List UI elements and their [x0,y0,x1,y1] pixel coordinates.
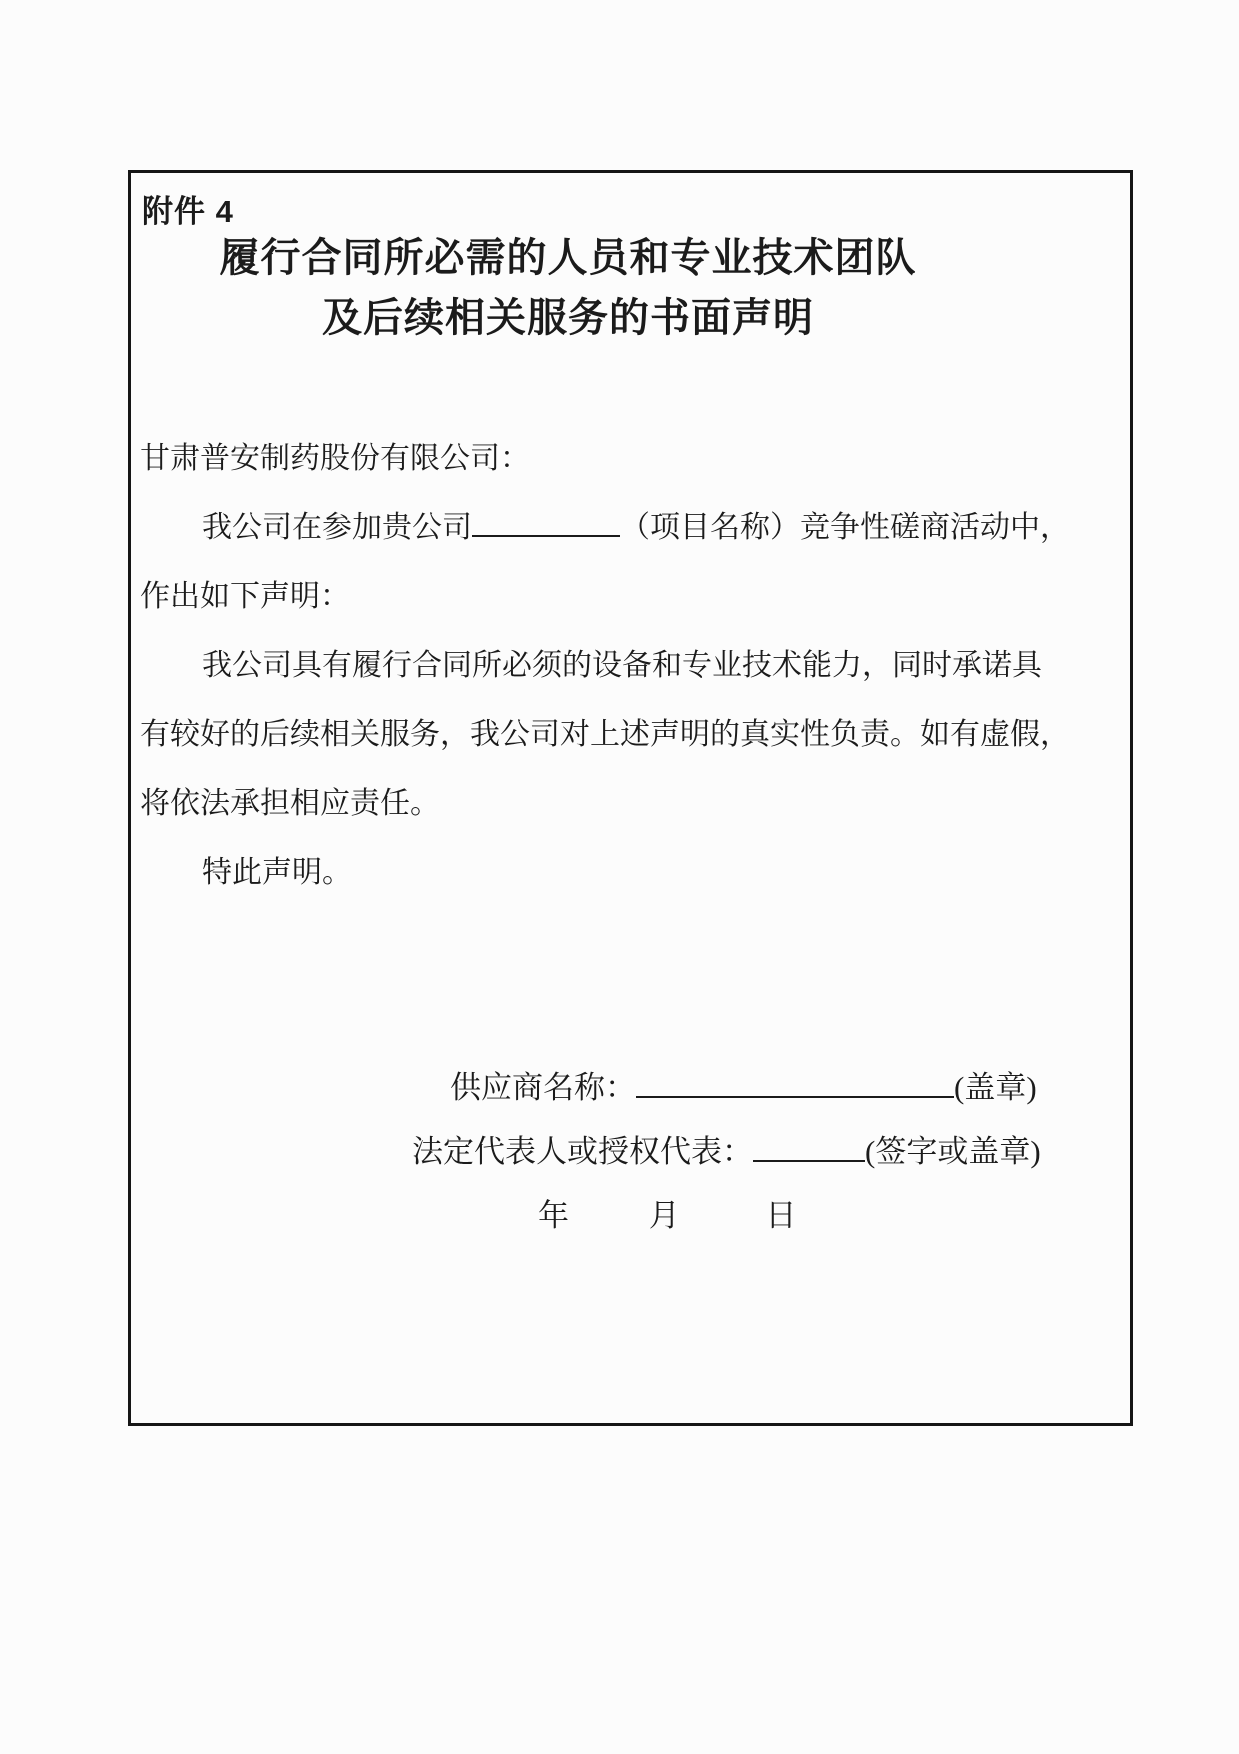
document-title-line1: 履行合同所必需的人员和专业技术团队 [219,236,917,280]
paragraph-line-2: 有较好的后续相关服务，我公司对上述声明的真实性负责。如有虚假， [140,718,1070,751]
representative-label: 法定代表人或授权代表： [412,1134,753,1169]
date-day-label: 日 [765,1198,797,1233]
signature-block [128,1056,1133,1248]
date-month-label: 月 [648,1198,680,1233]
participate-line-prefix: 我公司在参加贵公司 [202,511,472,544]
project-name-blank [472,505,620,537]
supplier-name-blank [636,1066,954,1098]
document-title [128,228,1008,348]
date-line [128,1184,1133,1248]
attachment-number-label: 附件 4 [142,194,234,229]
supplier-name-label: 供应商名称： [450,1070,636,1105]
representative-seal-label: (签字或盖章) [865,1134,1041,1169]
representative-blank [753,1130,865,1162]
supplier-signature-line [128,1056,1133,1120]
paragraph-line-1: 我公司具有履行合同所必须的设备和专业技术能力，同时承诺具 [202,649,1042,682]
participate-line [140,493,1070,562]
document-body [140,424,1070,907]
document-title-line2: 及后续相关服务的书面声明 [322,296,814,340]
participate-line-suffix: （项目名称）竞争性磋商活动中， [620,511,1070,544]
supplier-seal-label: (盖章) [954,1070,1037,1105]
date-year-label: 年 [538,1198,569,1233]
declare-intro-line: 作出如下声明： [140,580,350,613]
closing-line: 特此声明。 [202,856,352,889]
paragraph-line-3: 将依法承担相应责任。 [140,787,440,820]
representative-signature-line [128,1120,1133,1184]
salutation-line: 甘肃普安制药股份有限公司： [140,442,530,475]
